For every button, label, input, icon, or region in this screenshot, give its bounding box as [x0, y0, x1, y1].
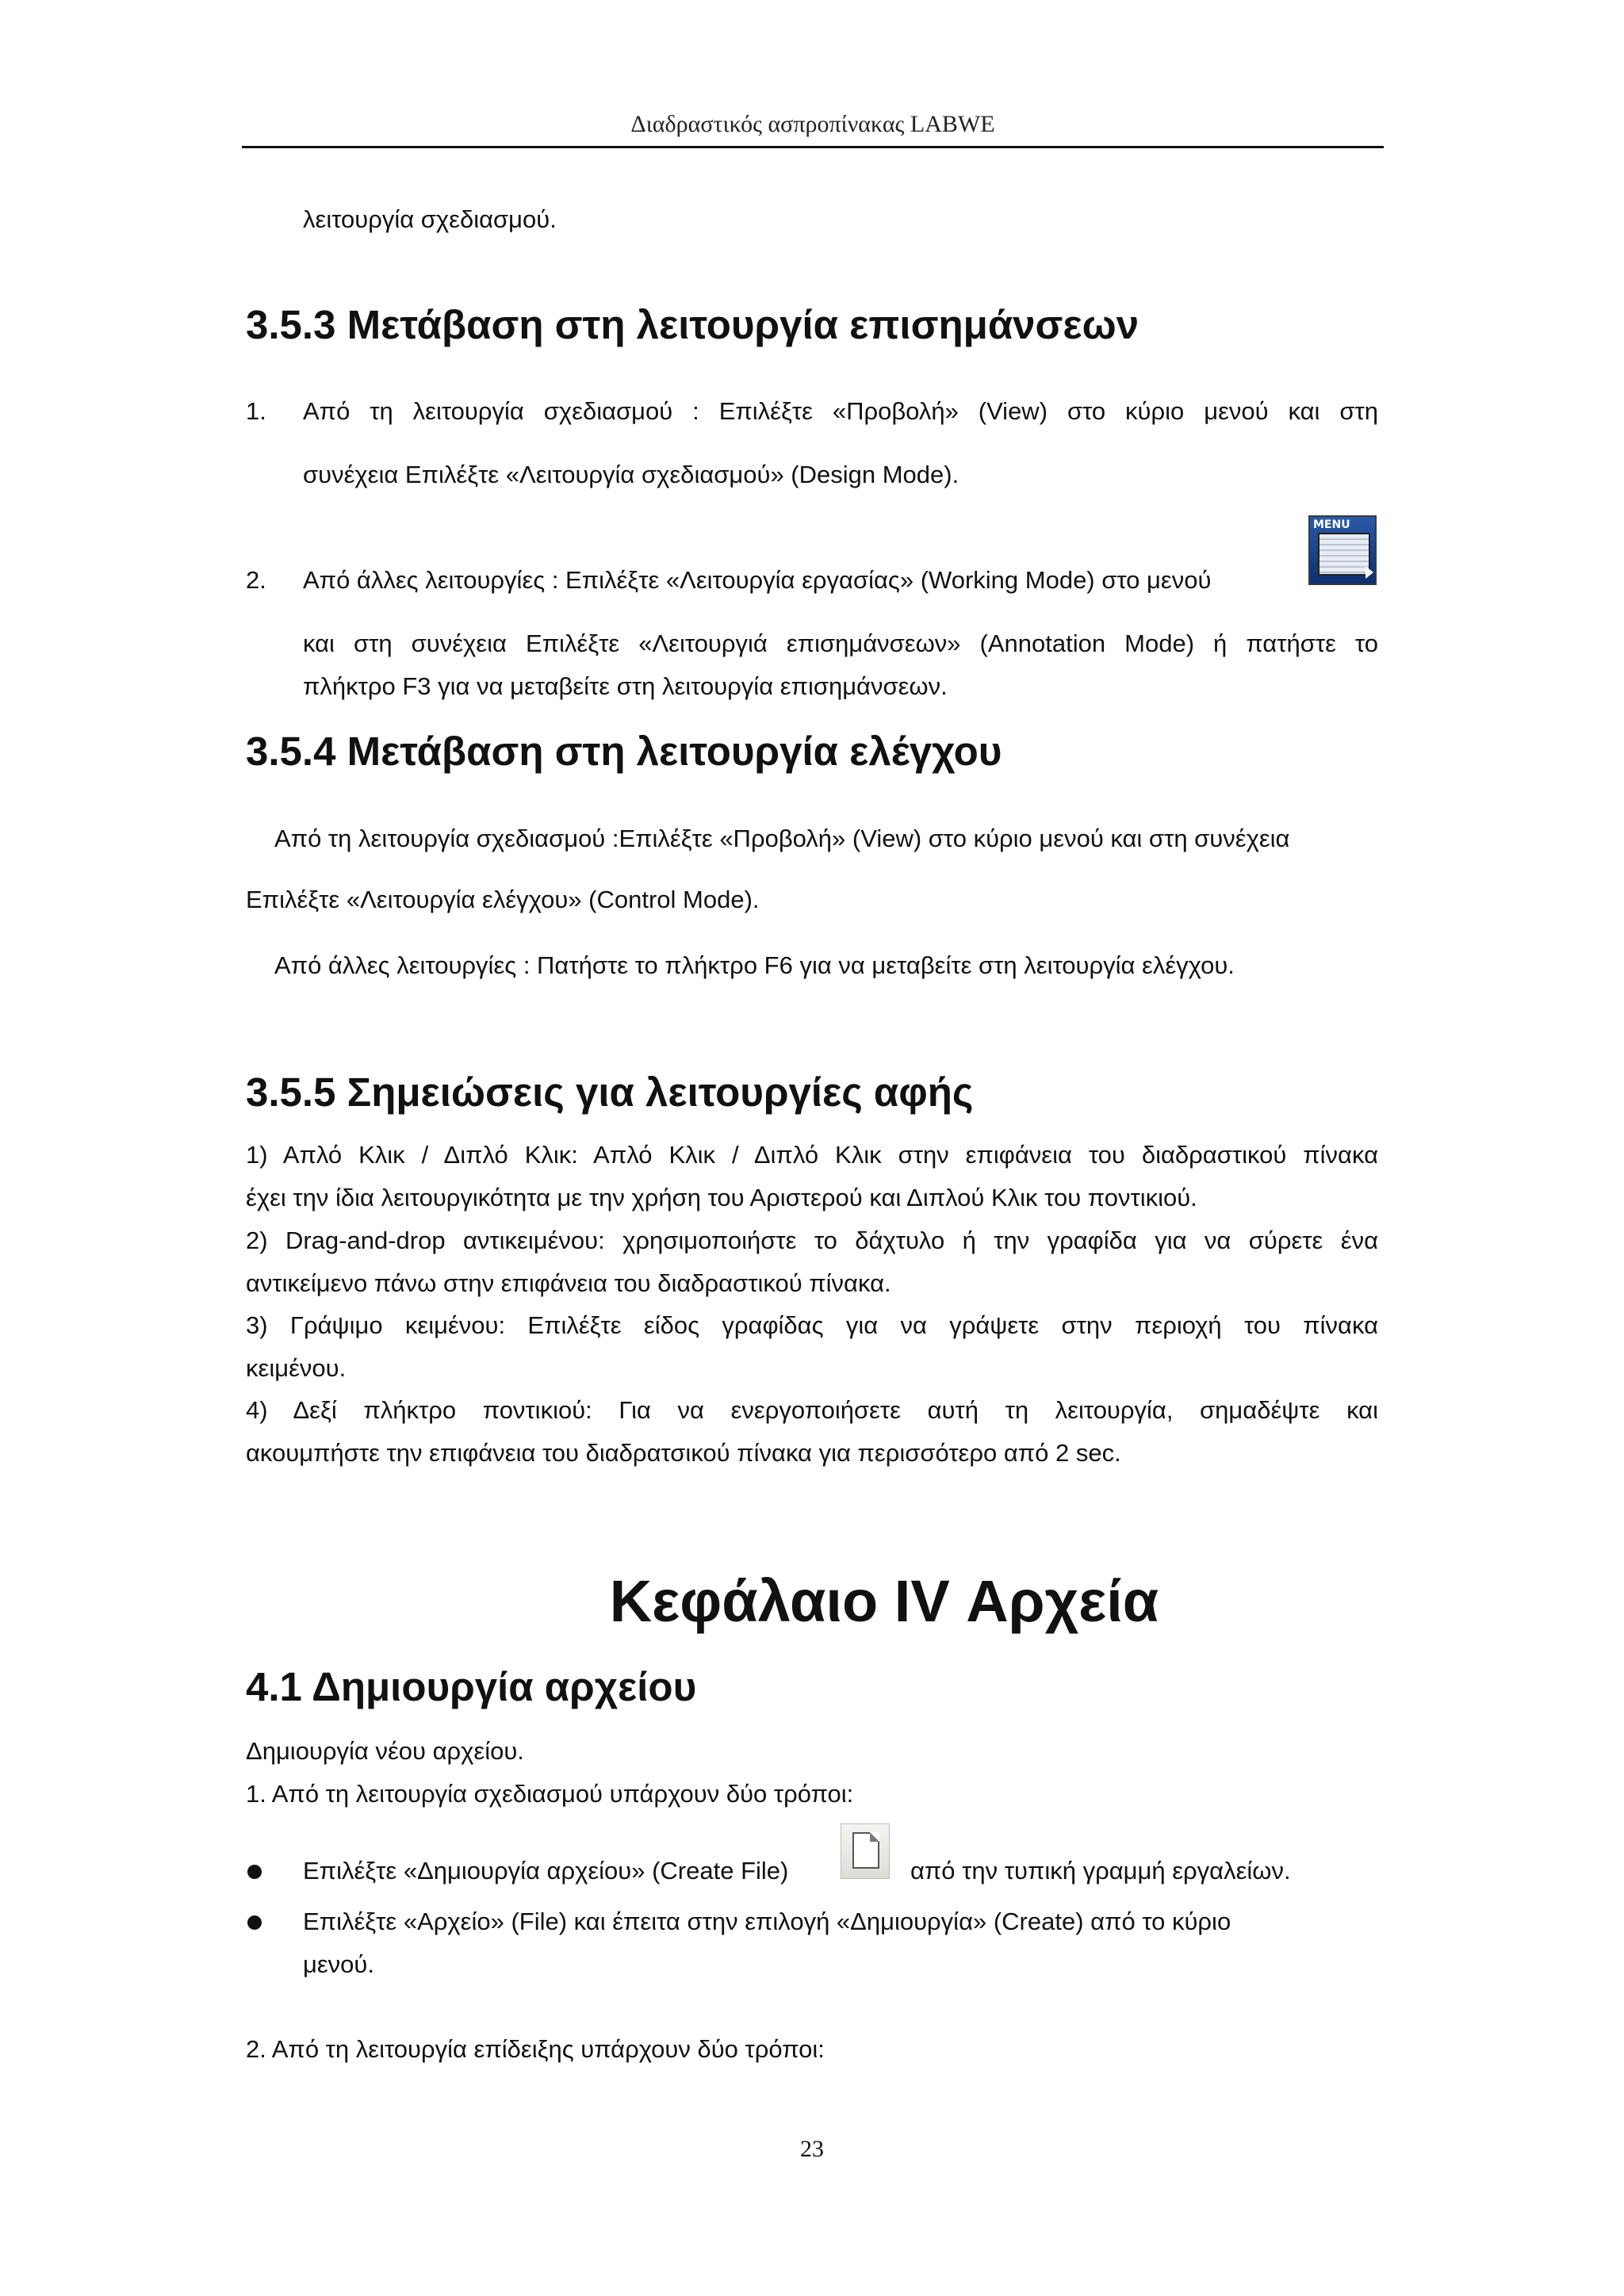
item2-line2: και στη συνέχεια Επιλέξτε «Λειτουργιά επισημάνσεων» (Annotation Mode) ή πατήστε το — [303, 629, 1378, 657]
s41-line1: Δημιουργία νέου αρχείου. — [246, 1737, 524, 1765]
intro-line: λειτουργία σχεδιασμού. — [303, 205, 557, 233]
running-header: Διαδραστικός ασπροπίνακας LABWE — [630, 111, 995, 137]
s354-p1-line2: Επιλέξτε «Λειτουργία ελέγχου» (Control Mode). — [246, 886, 760, 913]
menu-icon-arrow — [1365, 566, 1373, 579]
s355-line-7: 4) Δεξί πλήκτρο ποντικιού: Για να ενεργοποιήσετε αυτή τη λειτουργία, σημαδέψτε και — [246, 1396, 1378, 1424]
heading-3-5-3: 3.5.3 Μετάβαση στη λειτουργία επισημάνσεων — [246, 302, 1139, 347]
heading-3-5-4: 3.5.4 Μετάβαση στη λειτουργία ελέγχου — [246, 729, 1002, 774]
s355-line-1: 1) Απλό Κλικ / Διπλό Κλικ: Απλό Κλικ / Διπλό Κλικ στην επιφάνεια του διαδραστικού πίνακα — [246, 1141, 1378, 1169]
s355-line-4: αντικείμενο πάνω στην επιφάνεια του διαδραστικού πίνακα. — [246, 1269, 891, 1297]
menu-icon-label: MENU — [1313, 519, 1350, 531]
bullet-2 — [247, 1915, 262, 1930]
heading-3-5-5: 3.5.5 Σημειώσεις για λειτουργίες αφής — [246, 1070, 974, 1115]
header-rule — [242, 146, 1384, 148]
item1-line2: συνέχεια Επιλέξτε «Λειτουργία σχεδιασμού» (Design Mode). — [303, 461, 959, 488]
item1-number: 1. — [246, 397, 266, 425]
heading-4-1: 4.1 Δημιουργία αρχείου — [246, 1664, 697, 1709]
bullet2-line2: μενού. — [303, 1950, 374, 1978]
s41-line3: 2. Από τη λειτουργία επίδειξης υπάρχουν δύο τρόποι: — [246, 2035, 825, 2063]
bullet1-text-pre: Επιλέξτε «Δημιουργία αρχείου» (Create File) — [303, 1857, 789, 1885]
item2-line3: πλήκτρο F3 για να μεταβείτε στη λειτουργία επισημάνσεων. — [303, 672, 948, 700]
s354-p1-line1: Από τη λειτουργία σχεδιασμού :Επιλέξτε «Προβολή» (View) στο κύριο μενού και στη συνέχεια — [274, 825, 1290, 852]
s355-line-5: 3) Γράψιμο κειμένου: Επιλέξτε είδος γραφίδας για να γράψετε στην περιοχή του πίνακα — [246, 1311, 1378, 1339]
item1-line1: Από τη λειτουργία σχεδιασμού : Επιλέξτε «Προβολή» (View) στο κύριο μενού και στη — [303, 397, 1378, 425]
menu-icon — [1308, 515, 1377, 585]
s41-line2: 1. Από τη λειτουργία σχεδιασμού υπάρχουν δύο τρόποι: — [246, 1780, 854, 1808]
s355-line-8: ακουμπήστε την επιφάνεια του διαδρατσικού πίνακα για περισσότερο από 2 sec. — [246, 1439, 1121, 1467]
bullet1-text-post: από την τυπική γραμμή εργαλείων. — [910, 1857, 1291, 1885]
s355-line-2: έχει την ίδια λειτουργικότητα με την χρήση του Αριστερού και Διπλού Κλικ του ποντικιού. — [246, 1184, 1197, 1211]
s355-line-6: κειμένου. — [246, 1354, 347, 1382]
chapter-title: Κεφάλαιο IV Αρχεία — [609, 1568, 1159, 1634]
item2-line1: Από άλλες λειτουργίες : Επιλέξτε «Λειτουργία εργασίας» (Working Mode) στο μενού — [303, 566, 1212, 594]
page-number: 23 — [800, 2136, 824, 2162]
bullet-1 — [247, 1865, 262, 1879]
item2-number: 2. — [246, 566, 266, 594]
s355-line-3: 2) Drag-and-drop αντικειμένου: χρησιμοποιήστε το δάχτυλο ή την γραφίδα για να σύρετε ένα — [246, 1226, 1378, 1254]
create-file-icon — [841, 1823, 890, 1879]
file-page-fold — [870, 1832, 879, 1842]
s354-p2: Από άλλες λειτουργίες : Πατήστε το πλήκτρο F6 για να μεταβείτε στη λειτουργία ελέγχου. — [274, 951, 1235, 979]
menu-icon-screen — [1318, 533, 1370, 576]
bullet2-line1: Επιλέξτε «Αρχείο» (File) και έπειτα στην επιλογή «Δημιουργία» (Create) από το κύριο — [303, 1908, 1231, 1935]
